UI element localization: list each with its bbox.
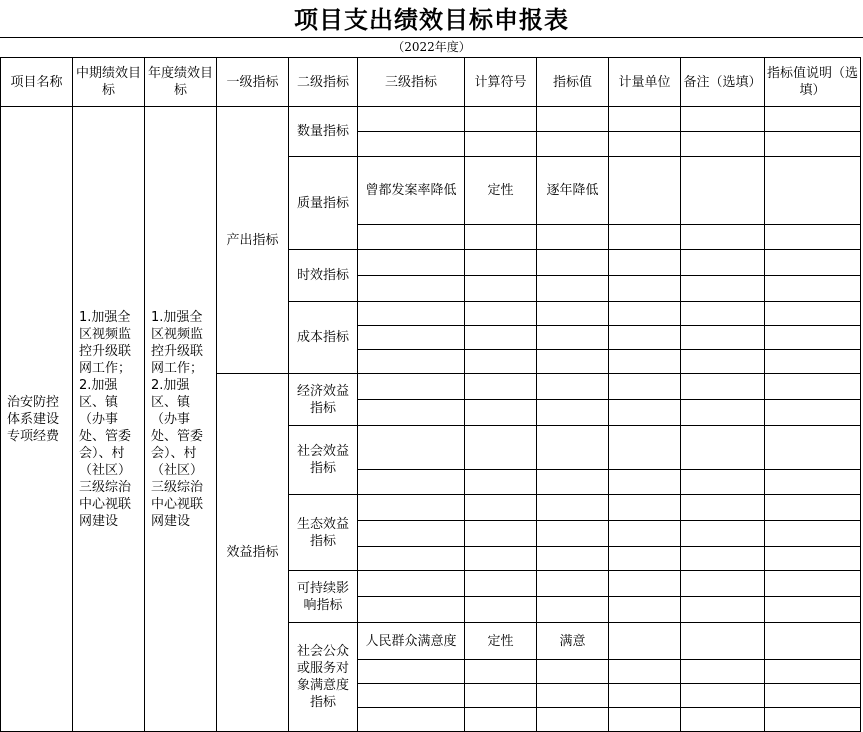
table-cell[interactable] [537, 426, 609, 470]
header-explain: 指标值说明（选填） [765, 58, 861, 107]
table-cell[interactable] [609, 107, 681, 132]
table-cell[interactable] [537, 547, 609, 571]
table-cell[interactable] [537, 597, 609, 623]
table-cell[interactable] [765, 708, 861, 732]
level2-timeliness: 时效指标 [289, 250, 358, 302]
table-cell[interactable] [465, 107, 537, 132]
table-cell[interactable] [358, 708, 465, 732]
table-cell[interactable] [537, 250, 609, 276]
table-cell[interactable] [358, 326, 465, 350]
table-cell[interactable] [609, 426, 681, 470]
table-cell[interactable] [537, 400, 609, 426]
table-cell[interactable] [765, 326, 861, 350]
table-cell[interactable] [609, 225, 681, 250]
table-cell[interactable] [537, 276, 609, 302]
performance-target-table [0, 57, 861, 732]
table-cell[interactable] [537, 326, 609, 350]
table-cell[interactable] [465, 250, 537, 276]
table-cell[interactable] [465, 276, 537, 302]
table-cell[interactable] [358, 597, 465, 623]
table-cell[interactable] [609, 326, 681, 350]
table-cell[interactable] [765, 571, 861, 597]
table-cell[interactable] [609, 571, 681, 597]
header-unit: 计量单位 [609, 58, 681, 107]
table-cell[interactable] [765, 350, 861, 374]
table-cell[interactable] [358, 521, 465, 547]
table-cell[interactable] [681, 547, 765, 571]
header-value: 指标值 [537, 58, 609, 107]
table-cell[interactable] [358, 400, 465, 426]
table-cell[interactable] [465, 225, 537, 250]
table-cell[interactable] [537, 495, 609, 521]
table-cell[interactable] [358, 225, 465, 250]
table-cell[interactable] [358, 547, 465, 571]
table-cell[interactable] [609, 157, 681, 225]
level2-quality: 质量指标 [289, 157, 358, 250]
table-cell[interactable] [358, 250, 465, 276]
table-cell[interactable] [609, 276, 681, 302]
table-cell[interactable] [609, 521, 681, 547]
table-cell[interactable] [358, 426, 465, 470]
table-cell[interactable] [765, 225, 861, 250]
table-cell[interactable] [609, 350, 681, 374]
form-year: （2022年度） [392, 40, 471, 54]
level2-cost: 成本指标 [289, 302, 358, 374]
table-cell[interactable] [765, 597, 861, 623]
satisfaction-level3-cell[interactable]: 人民群众满意度 [358, 623, 465, 660]
table-cell[interactable] [681, 623, 765, 660]
table-cell[interactable] [537, 374, 609, 400]
table-cell[interactable] [765, 426, 861, 470]
table-cell[interactable] [681, 250, 765, 276]
table-cell[interactable] [765, 276, 861, 302]
table-cell[interactable] [609, 374, 681, 400]
table-cell[interactable] [609, 684, 681, 708]
quality-value-cell[interactable]: 逐年降低 [537, 157, 609, 225]
table-cell[interactable] [358, 132, 465, 157]
header-note: 备注（选填） [681, 58, 765, 107]
table-cell[interactable] [465, 374, 537, 400]
table-cell[interactable] [609, 132, 681, 157]
level1-benefit: 效益指标 [217, 374, 289, 732]
table-cell[interactable] [765, 374, 861, 400]
header-level1: 一级指标 [217, 58, 289, 107]
table-cell[interactable] [465, 350, 537, 374]
table-cell[interactable] [609, 400, 681, 426]
level2-satisfaction: 社会公众或服务对象满意度指标 [289, 623, 358, 732]
table-cell[interactable] [681, 302, 765, 326]
header-annual-target: 年度绩效目标 [145, 58, 217, 107]
table-cell[interactable] [609, 547, 681, 571]
table-cell[interactable] [537, 571, 609, 597]
table-cell[interactable] [358, 107, 465, 132]
project-name-cell: 治安防控体系建设专项经费 [1, 107, 73, 732]
table-cell[interactable] [765, 495, 861, 521]
level1-output: 产出指标 [217, 107, 289, 374]
annual-target-cell: 1.加强全区视频监控升级联网工作；2.加强区、镇（办事处、管委会）、村（社区）三级综治中心视联网建设 [145, 107, 217, 732]
table-cell[interactable] [537, 470, 609, 495]
header-project-name: 项目名称 [1, 58, 73, 107]
table-cell[interactable] [537, 225, 609, 250]
table-cell[interactable] [358, 571, 465, 597]
table-cell[interactable] [465, 708, 537, 732]
header-level2: 二级指标 [289, 58, 358, 107]
mid-target-cell: 1.加强全区视频监控升级联网工作；2.加强区、镇（办事处、管委会）、村（社区）三级综治中心视联网建设 [73, 107, 145, 732]
table-cell[interactable] [465, 302, 537, 326]
table-cell[interactable] [681, 571, 765, 597]
header-level3: 三级指标 [358, 58, 465, 107]
table-cell[interactable] [358, 302, 465, 326]
table-cell[interactable] [358, 470, 465, 495]
table-cell[interactable] [681, 470, 765, 495]
table-cell[interactable] [537, 302, 609, 326]
level2-quantity: 数量指标 [289, 107, 358, 157]
header-symbol: 计算符号 [465, 58, 537, 107]
table-cell[interactable] [765, 107, 861, 132]
table-cell[interactable] [358, 684, 465, 708]
table-cell[interactable] [681, 597, 765, 623]
table-cell[interactable] [358, 374, 465, 400]
header-mid-target: 中期绩效目标 [73, 58, 145, 107]
table-cell[interactable] [537, 684, 609, 708]
table-cell[interactable] [681, 708, 765, 732]
header-row [1, 58, 861, 107]
level2-ecological: 生态效益指标 [289, 495, 358, 571]
table-cell[interactable] [681, 521, 765, 547]
table-cell[interactable] [465, 426, 537, 470]
table-cell[interactable] [537, 521, 609, 547]
table-cell[interactable] [681, 400, 765, 426]
table-cell[interactable] [465, 495, 537, 521]
table-cell[interactable] [681, 107, 765, 132]
table-cell[interactable] [465, 400, 537, 426]
table-cell[interactable] [609, 250, 681, 276]
table-cell[interactable] [358, 350, 465, 374]
table-cell[interactable] [681, 132, 765, 157]
level2-social: 社会效益指标 [289, 426, 358, 495]
table-cell[interactable] [681, 157, 765, 225]
table-cell[interactable] [609, 708, 681, 732]
table-cell[interactable] [681, 374, 765, 400]
table-cell[interactable] [537, 708, 609, 732]
satisfaction-symbol-cell[interactable]: 定性 [465, 623, 537, 660]
level2-sustainable: 可持续影响指标 [289, 571, 358, 623]
level2-economic: 经济效益指标 [289, 374, 358, 426]
table-cell[interactable] [537, 132, 609, 157]
table-cell[interactable] [765, 521, 861, 547]
table-cell[interactable] [765, 302, 861, 326]
table-cell[interactable] [465, 571, 537, 597]
table-cell[interactable] [465, 521, 537, 547]
satisfaction-value-cell[interactable]: 满意 [537, 623, 609, 660]
table-cell[interactable] [765, 623, 861, 660]
table-cell[interactable] [681, 225, 765, 250]
table-cell[interactable] [765, 470, 861, 495]
table-cell[interactable] [465, 132, 537, 157]
table-cell[interactable] [765, 547, 861, 571]
table-cell[interactable] [681, 276, 765, 302]
table-cell[interactable] [465, 684, 537, 708]
table-cell[interactable] [537, 107, 609, 132]
table-cell[interactable] [609, 302, 681, 326]
table-cell[interactable] [609, 495, 681, 521]
table-cell[interactable] [537, 350, 609, 374]
table-cell[interactable] [609, 470, 681, 495]
quality-symbol-cell[interactable]: 定性 [465, 157, 537, 225]
table-cell[interactable] [609, 623, 681, 660]
table-cell[interactable] [681, 426, 765, 470]
table-cell[interactable] [681, 350, 765, 374]
table-cell[interactable] [765, 400, 861, 426]
table-cell[interactable] [465, 547, 537, 571]
table-cell[interactable] [609, 597, 681, 623]
table-cell[interactable] [358, 276, 465, 302]
form-title: 项目支出绩效目标申报表 [294, 5, 569, 34]
table-cell[interactable] [681, 326, 765, 350]
table-cell[interactable] [765, 684, 861, 708]
table-cell[interactable] [681, 495, 765, 521]
table-cell[interactable] [358, 495, 465, 521]
table-cell[interactable] [765, 132, 861, 157]
table-cell[interactable] [681, 684, 765, 708]
quality-level3-cell[interactable]: 曾都发案率降低 [358, 157, 465, 225]
table-cell[interactable] [465, 326, 537, 350]
table-cell[interactable] [465, 470, 537, 495]
table-cell[interactable] [765, 250, 861, 276]
table-cell[interactable] [765, 157, 861, 225]
table-cell[interactable] [465, 597, 537, 623]
